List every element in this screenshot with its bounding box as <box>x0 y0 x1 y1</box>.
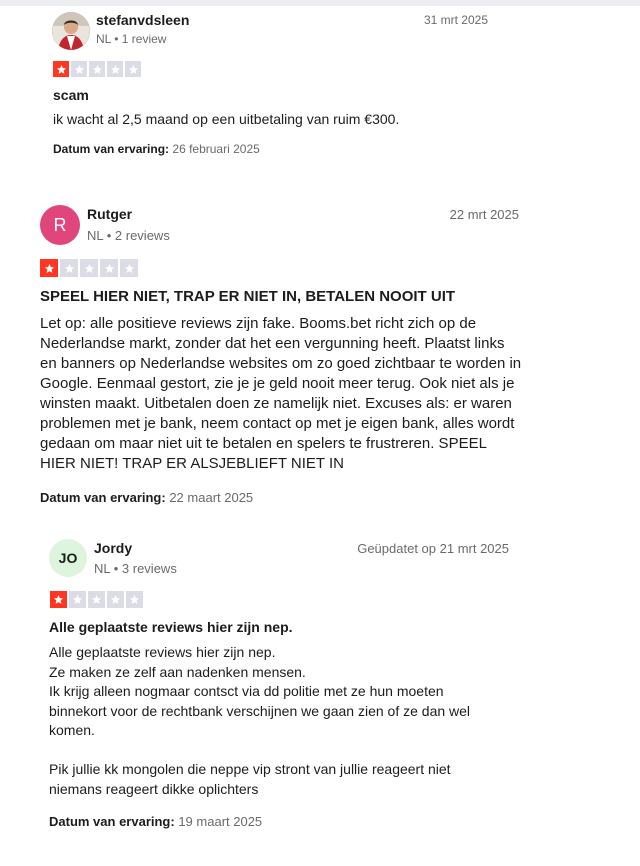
review-paragraph: Ik krijg alleen nogmaar contsct via dd politie met ze hun moeten binnekort voor de rechtbank verschijnen we gaan zien of ze dan wel komen. <box>49 683 471 738</box>
star-icon <box>125 61 141 77</box>
review-title[interactable]: scam <box>53 87 89 103</box>
star-icon <box>107 61 123 77</box>
reviewer-name[interactable]: stefanvdsleen <box>96 12 190 28</box>
review-paragraph: ik wacht al 2,5 maand op een uitbetaling van ruim €300. <box>53 111 400 127</box>
star-icon <box>40 259 58 277</box>
reviewer-meta: NL • 3 reviews <box>94 561 177 576</box>
review-body <box>53 110 513 128</box>
experience-label: Datum van ervaring: <box>49 814 175 829</box>
review-date: 31 mrt 2025 <box>423 13 488 27</box>
star-rating <box>40 259 138 277</box>
experience-date <box>49 814 262 829</box>
star-icon <box>69 591 86 608</box>
star-icon <box>107 591 124 608</box>
review-paragraph: Pik jullie kk mongolen die neppe vip stront van jullie reageert niet niemans reageert dikke oplichters <box>49 761 451 797</box>
review-date: Geüpdatet op 21 mrt 2025 <box>357 541 509 556</box>
review-body <box>49 643 499 799</box>
review-card <box>0 190 640 510</box>
star-icon <box>53 61 69 77</box>
reviewer-meta: NL • 1 review <box>96 32 167 46</box>
avatar-initials: R <box>53 214 67 235</box>
review-card <box>0 530 640 850</box>
experience-date <box>53 142 260 156</box>
experience-value: 26 februari 2025 <box>172 142 260 156</box>
review-title[interactable]: SPEEL HIER NIET, TRAP ER NIET IN, BETALEN NOOIT UIT <box>40 288 456 305</box>
star-icon <box>50 591 67 608</box>
reviewer-meta: NL • 2 reviews <box>87 228 170 243</box>
reviewer-name[interactable]: Rutger <box>87 206 133 222</box>
star-icon <box>88 591 105 608</box>
experience-value: 19 maart 2025 <box>178 814 263 829</box>
star-icon <box>126 591 143 608</box>
star-icon <box>60 259 78 277</box>
avatar-initials: JO <box>58 550 78 566</box>
star-icon <box>71 61 87 77</box>
reviewer-name[interactable]: Jordy <box>94 540 133 556</box>
star-icon <box>89 61 105 77</box>
avatar[interactable] <box>49 539 87 577</box>
review-title[interactable]: Alle geplaatste reviews hier zijn nep. <box>49 619 293 635</box>
review-paragraph: Alle geplaatste reviews hier zijn nep. <box>49 644 276 660</box>
review-body <box>40 314 525 474</box>
experience-value: 22 maart 2025 <box>169 490 254 505</box>
experience-label: Datum van ervaring: <box>53 142 170 156</box>
review-card <box>0 0 640 170</box>
star-icon <box>80 259 98 277</box>
review-paragraph <box>49 741 499 761</box>
review-paragraph: Let op: alle positieve reviews zijn fake. Booms.bet richt zich op de Nederlandse markt, zonder dat het een vergunning heeft. Plaatst links en banners op Nederlandse websites om zo goed zichtbaar te worden in Google. Eenmaal gestort, zie je je geld nooit meer terug. Ook niet als je winsten maakt. Uitbetalen doen ze namelijk niet. Excuses als: er waren problemen met je bank, neem contact op met je eigen bank, alles wordt gedaan om maar niet uit te betalen en spelers te frustreren. SPEEL HIER NIET! TRAP ER ALSJEBLIEFT NIET IN <box>40 315 522 472</box>
experience-date <box>40 490 253 505</box>
star-rating <box>53 61 141 77</box>
review-paragraph: Ze maken ze zelf aan nadenken mensen. <box>49 663 306 680</box>
avatar[interactable] <box>40 205 80 245</box>
user-photo-icon <box>52 12 90 50</box>
experience-label: Datum van ervaring: <box>40 490 166 505</box>
star-rating <box>50 591 143 608</box>
review-date: 22 mrt 2025 <box>449 207 519 222</box>
avatar[interactable] <box>52 12 90 50</box>
star-icon <box>120 259 138 277</box>
star-icon <box>100 259 118 277</box>
